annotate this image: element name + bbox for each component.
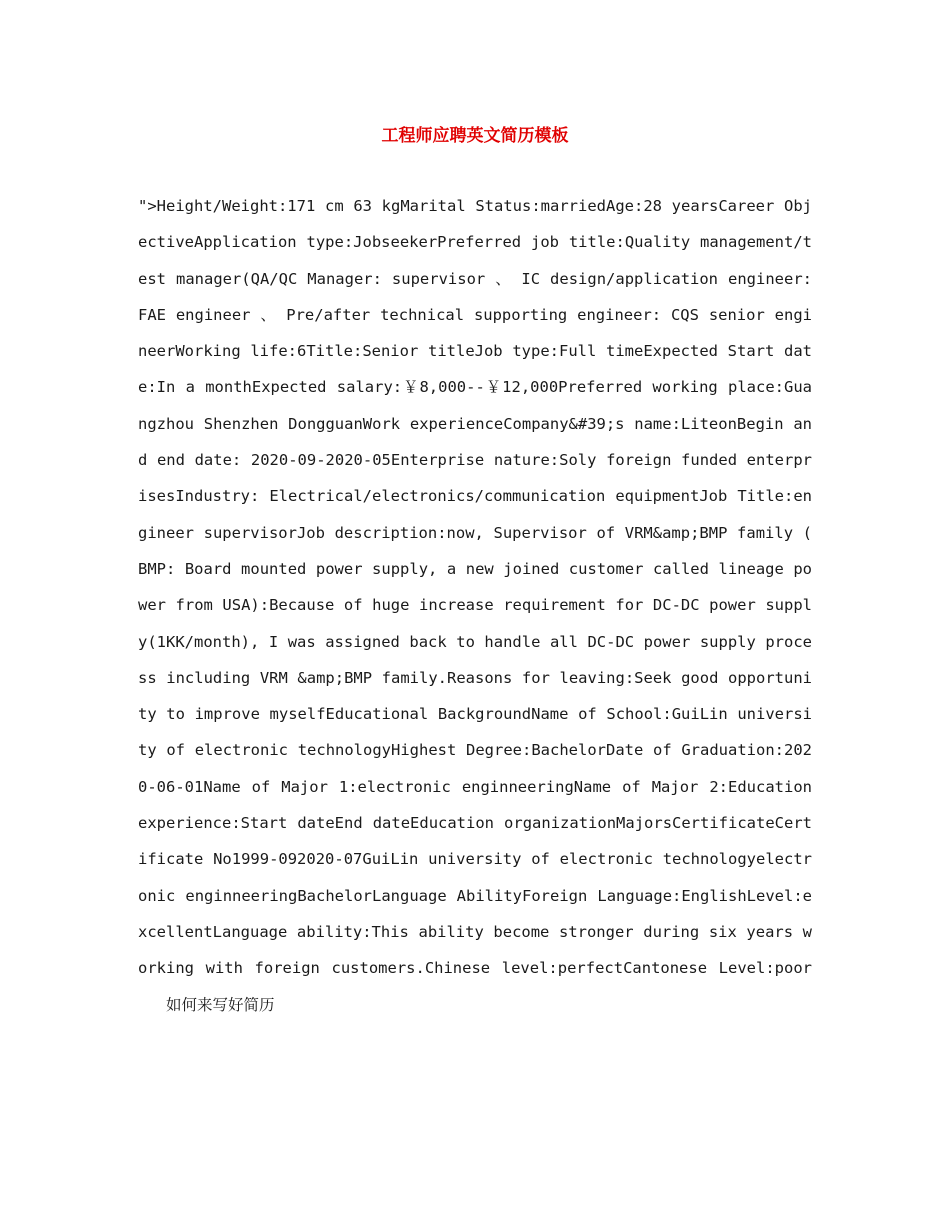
document-title: 工程师应聘英文简历模板 xyxy=(381,126,569,146)
document-body xyxy=(138,188,812,1023)
resume-content: ">Height/Weight:171 cm 63 kgMarital Status:marriedAge:28 yearsCareer ObjectiveApplication type:JobseekerPreferred job title:Quality management/test manager(QA/QC Manager: supervisor 、 IC design/application engineer: FAE engineer 、 Pre/after technical supporting engineer: CQS senior engineerWorking life:6Title:Senior titleJob type:Full timeExpected Start date:In a monthExpected salary:￥8,000--￥12,000Preferred working place:Guangzhou Shenzhen DongguanWork experienceCompany&#39;s name:LiteonBegin and end date: 2020-09-2020-05Enterprise nature:Soly foreign funded enterprisesIndustry: Electrical/electronics/communication equipmentJob Title:engineer supervisorJob description:now, Supervisor of VRM&amp;BMP family ( BMP: Board mounted power supply, a new joined customer called lineage power from USA):Because of huge increase requirement for DC-DC power supply(1KK/month), I was assigned back to handle all DC-DC power supply process including VRM &amp;BMP family.Reasons for leaving:Seek good opportunity to improve myselfEducational BackgroundName of School:GuiLin university of electronic technologyHighest Degree:BachelorDate of Graduation:2020-06-01Name of Major 1:electronic enginneeringName of Major 2:Education experience:Start dateEnd dateEducation organizationMajorsCertificateCertificate No1999-092020-07GuiLin university of electronic technologyelectronic enginneeringBachelorLanguage AbilityForeign Language:EnglishLevel:excellentLanguage ability:This ability become stronger during six years working with foreign customers.Chinese level:perfectCantonese Level:poor xyxy=(138,197,812,978)
resume-tail-note: 如何来写好简历 xyxy=(166,995,275,1014)
